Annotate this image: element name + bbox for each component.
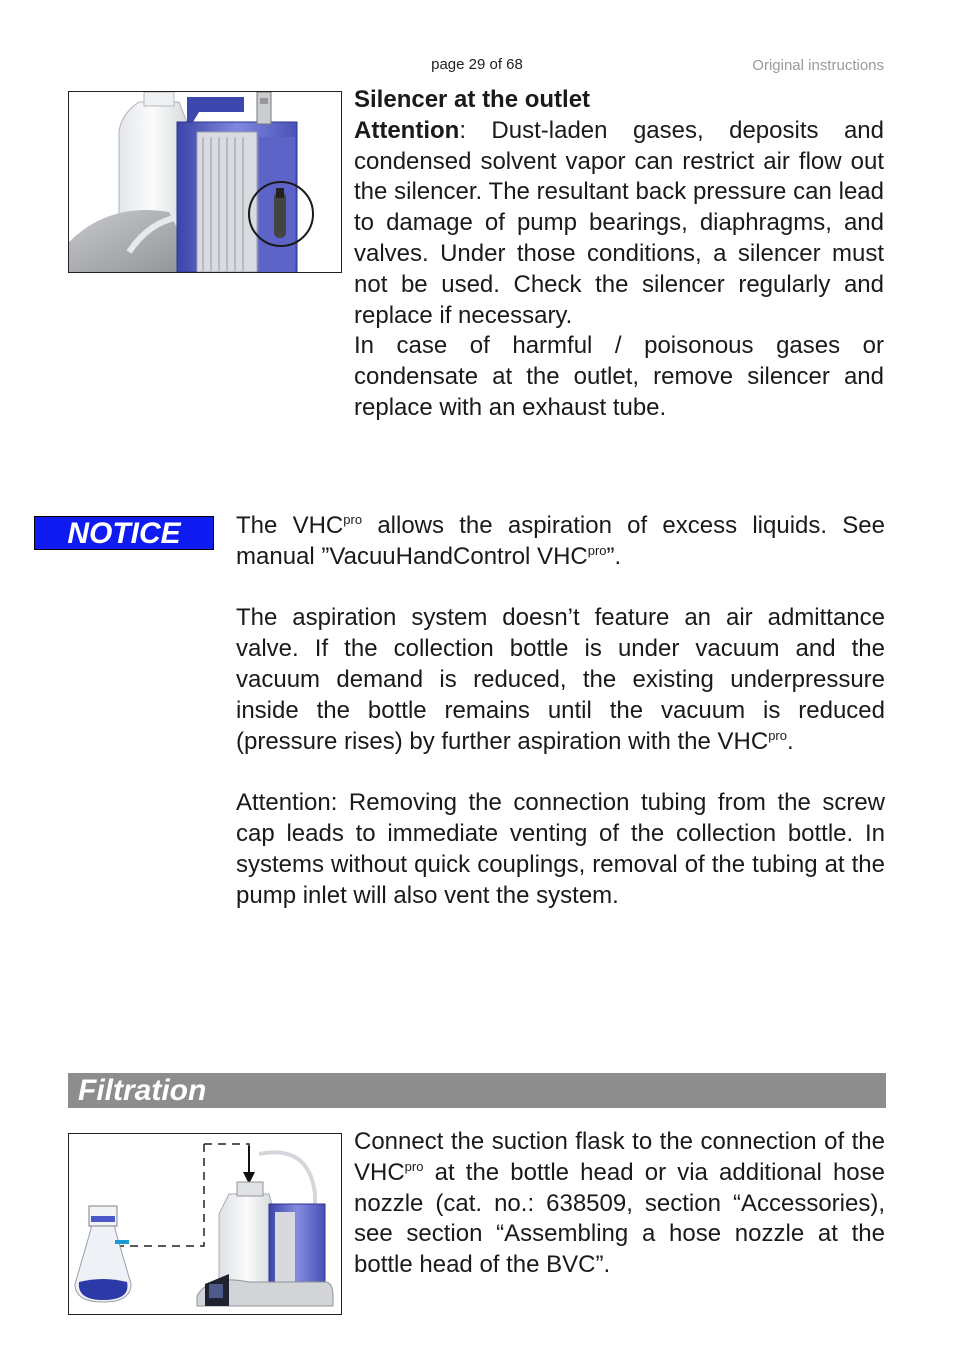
filtration-illustration	[69, 1134, 341, 1314]
attention-text: : Dust-laden gases, deposits and condensed solvent vapor can restrict air flow out the silencer. The resultant back pressure can lead to damage of pump bearings, diaphragms, and valves. Under those conditions, a silencer must not be used. Check the silencer regularly and replace if necessary.	[354, 116, 884, 329]
silencer-heading: Silencer at the outlet	[354, 86, 591, 113]
silencer-figure	[68, 91, 342, 273]
notice-text	[236, 511, 885, 911]
filtration-figure	[68, 1133, 342, 1315]
notice-badge: NOTICE	[34, 516, 214, 550]
section-heading-filtration: Filtration	[68, 1073, 886, 1108]
harmful-gases-text: In case of harmful / poisonous gases or condensate at the outlet, remove silencer and replace with an exhaust tube.	[354, 332, 884, 421]
document-label: Original instructions	[752, 57, 884, 74]
silencer-text	[354, 85, 884, 424]
filtration-paragraph: Connect the suction flask to the connection of the $VHC^{pro}$ at the bottle head or via additional hose nozzle (cat. no.: 638509, section “Accessories), see section “Assembling a hose nozzle at the bottle head of the BVC”.	[354, 1128, 885, 1279]
page-number: page 29 of 68	[431, 56, 523, 73]
filtration-text	[354, 1127, 885, 1281]
notice-paragraph-1: The $VHC^{pro}$ allows the aspiration of excess liquids. See manual ”VacuuHandControl $VHC^{pro}$”.	[236, 512, 885, 570]
notice-paragraph-2: The aspiration system doesn’t feature an air admittance valve. If the collection bottle is under vacuum and the vacuum demand is reduced, the existing underpressure inside the bottle remains until the vacuum is reduced (pressure rises) by further aspiration with the $VHC^{pro}$.	[236, 604, 885, 755]
attention-label: Attention	[354, 116, 460, 144]
notice-paragraph-3: Attention: Removing the connection tubing from the screw cap leads to immediate venting of the collection bottle. In systems without quick couplings, removal of the tubing at the pump inlet will also vent the system.	[236, 789, 885, 909]
silencer-illustration	[69, 92, 341, 272]
